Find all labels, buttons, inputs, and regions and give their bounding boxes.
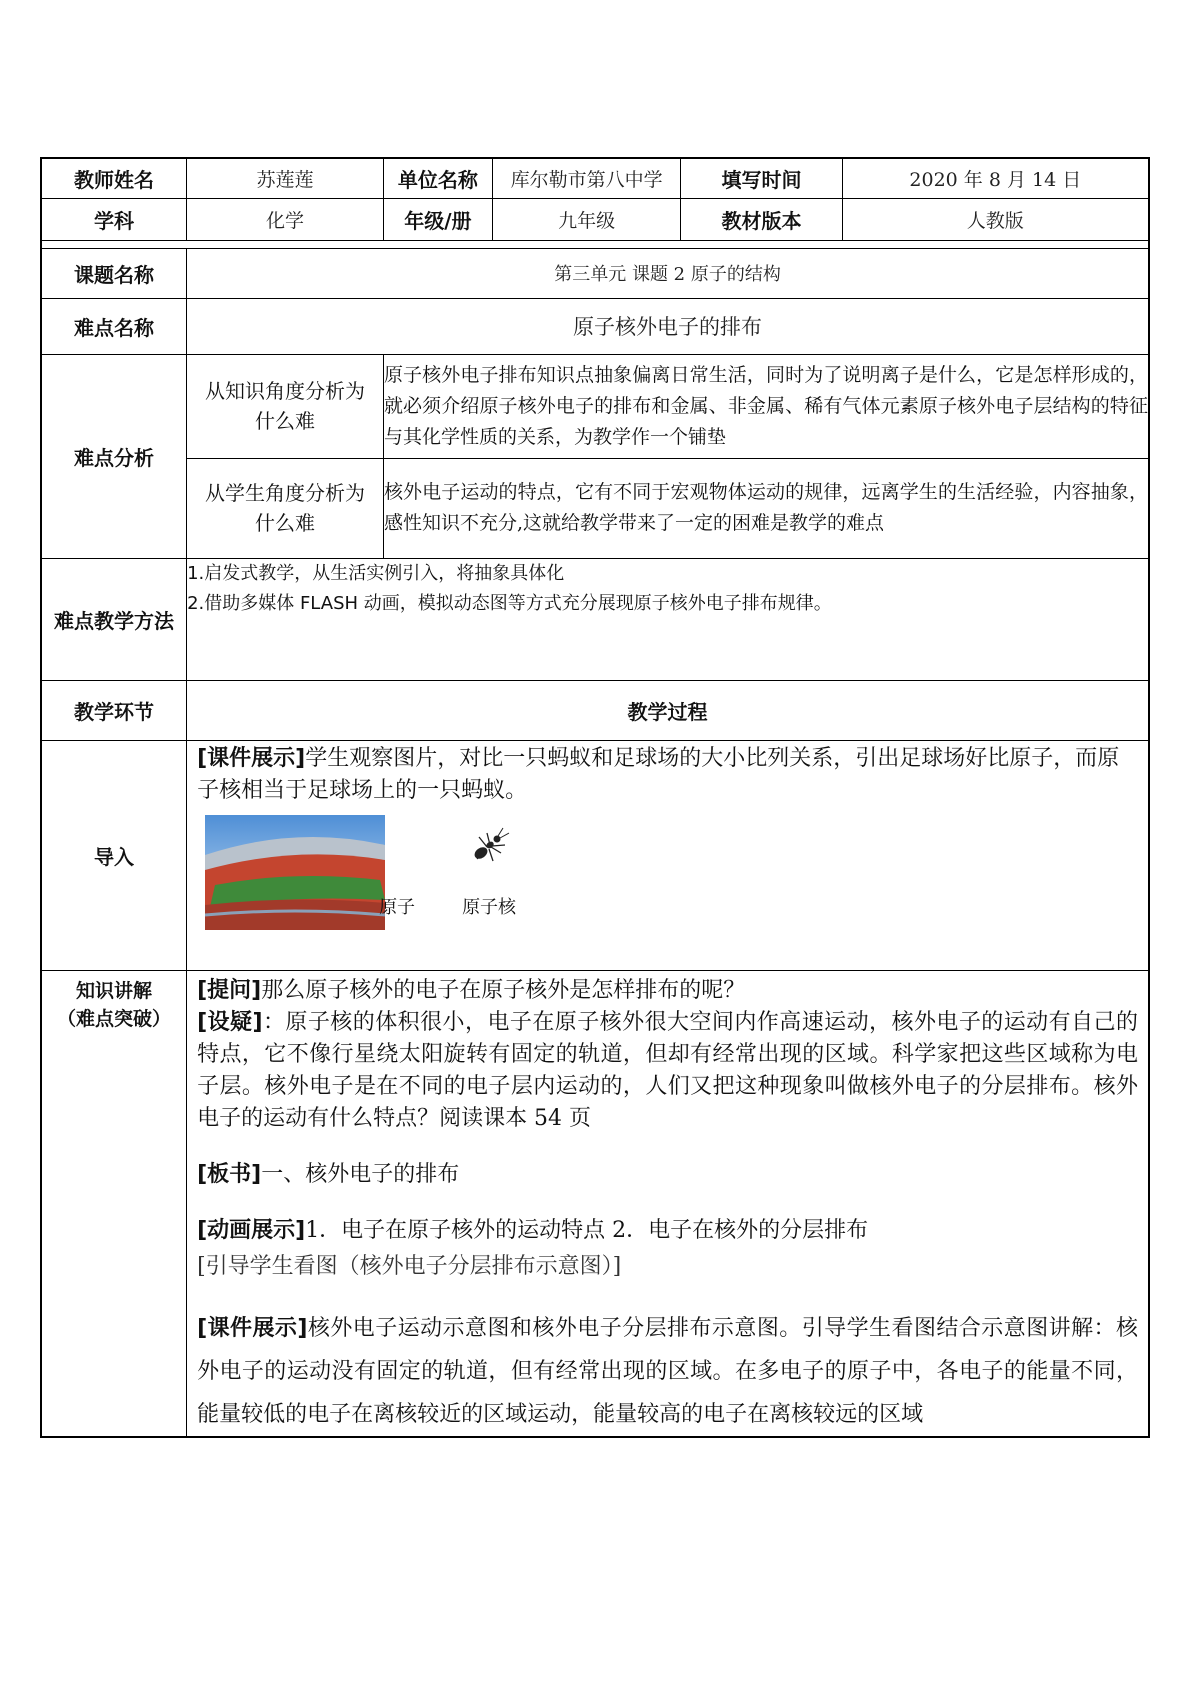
header-row-1: [41, 158, 1149, 198]
knowledge-label-line-1: 知识讲解: [76, 979, 153, 1002]
difficulty-value: 原子核外电子的排布: [187, 298, 1149, 354]
caption-nucleus: 原子核: [462, 896, 517, 918]
method-label: 难点教学方法: [41, 558, 187, 680]
guide-text: [引导学生看图（核外电子分层排布示意图）]: [197, 1253, 622, 1279]
doubt-tag: [设疑]: [197, 1009, 263, 1035]
intro-tag: [课件展示]: [197, 745, 306, 771]
subject-value: 化学: [187, 198, 384, 240]
grade-value: 九年级: [492, 198, 681, 240]
process-label: 教学过程: [187, 680, 1149, 740]
stadium-image: [205, 815, 385, 930]
method-item-2: 2.借助多媒体 FLASH 动画，模拟动态图等方式充分展现原子核外电子排布规律。: [187, 592, 832, 614]
difficulty-label: 难点名称: [41, 298, 187, 354]
animation-tag: [动画展示]: [197, 1217, 306, 1243]
edition-value: 人教版: [842, 198, 1149, 240]
intro-label: 导入: [41, 740, 187, 970]
board-tag: [板书]: [197, 1161, 262, 1187]
method-content: [187, 558, 1149, 680]
board-paragraph: [197, 1159, 1138, 1191]
knowledge-label: [41, 970, 187, 1437]
intro-content: [187, 740, 1149, 970]
method-row: [41, 558, 1149, 680]
knowledge-label-line-2: （难点突破）: [57, 1007, 172, 1030]
edition-label: 教材版本: [681, 198, 842, 240]
analysis-row-1: [41, 354, 1149, 458]
knowledge-angle-label: 从知识角度分析为什么难: [187, 354, 384, 458]
intro-text: 学生观察图片，对比一只蚂蚁和足球场的大小比列关系，引出足球场好比原子，而原子核相当于足球场上的一只蚂蚁。: [197, 745, 1120, 803]
question-tag: [提问]: [197, 977, 262, 1003]
intro-paragraph: [197, 743, 1138, 807]
form-table: [40, 157, 1150, 1438]
teacher-value: 苏莲莲: [187, 158, 384, 198]
topic-row: [41, 248, 1149, 298]
student-angle-label: 从学生角度分析为什么难: [187, 458, 384, 558]
topic-label: 课题名称: [41, 248, 187, 298]
intro-row: [41, 740, 1149, 970]
unit-label: 单位名称: [383, 158, 492, 198]
header-row-2: [41, 198, 1149, 240]
teacher-label: 教师姓名: [41, 158, 187, 198]
courseware-paragraph: [197, 1307, 1138, 1436]
topic-value: 第三单元 课题 2 原子的结构: [187, 248, 1149, 298]
analysis-row-2: [41, 458, 1149, 558]
animation-paragraph: [197, 1215, 1138, 1247]
method-item-1: 1.启发式教学，从生活实例引入，将抽象具体化: [187, 562, 565, 584]
question-paragraph: [197, 975, 1138, 1007]
ant-icon: [467, 823, 511, 867]
doubt-text: ：原子核的体积很小，电子在原子核外很大空间内作高速运动，核外电子的运动有自己的特点，它不像行星绕太阳旋转有固定的轨道，但却有经常出现的区域。科学家把这些区域称为电子层。核外电子是在不同的电子层内运动的，人们又把这种现象叫做核外电子的分层排布。核外电子的运动有什么特点？阅读课本 54 页: [197, 1009, 1138, 1131]
date-value: 2020 年 8 月 14 日: [842, 158, 1149, 198]
student-angle-text: 核外电子运动的特点，它有不同于宏观物体运动的规律，远离学生的生活经验，内容抽象，感性知识不充分,这就给教学带来了一定的困难是教学的难点: [383, 458, 1149, 558]
analysis-label: 难点分析: [41, 354, 187, 558]
intro-pictures: [197, 815, 1138, 935]
lesson-plan-form: [40, 157, 1150, 1438]
knowledge-content: [187, 970, 1149, 1437]
animation-text: 1．电子在原子核外的运动特点 2．电子在核外的分层排布: [305, 1217, 869, 1243]
subject-label: 学科: [41, 198, 187, 240]
grade-label: 年级/册: [383, 198, 492, 240]
date-label: 填写时间: [681, 158, 842, 198]
knowledge-row: [41, 970, 1149, 1437]
difficulty-row: [41, 298, 1149, 354]
board-text: 一、核外电子的排布: [261, 1161, 460, 1187]
process-header-row: [41, 680, 1149, 740]
doubt-paragraph: [197, 1007, 1138, 1135]
stage-label: 教学环节: [41, 680, 187, 740]
courseware-tag: [课件展示]: [197, 1315, 308, 1341]
question-text: 那么原子核外的电子在原子核外是怎样排布的呢？: [261, 977, 746, 1003]
caption-atom: 原子: [379, 896, 416, 918]
knowledge-angle-text: 原子核外电子排布知识点抽象偏离日常生活，同时为了说明离子是什么，它是怎样形成的，就必须介绍原子核外电子的排布和金属、非金属、稀有气体元素原子核外电子层结构的特征与其化学性质的关系，为教学作一个铺垫: [383, 354, 1149, 458]
unit-value: 库尔勒市第八中学: [492, 158, 681, 198]
courseware-text: 核外电子运动示意图和核外电子分层排布示意图。引导学生看图结合示意图讲解：核外电子的运动没有固定的轨道，但有经常出现的区域。在多电子的原子中，各电子的能量不同，能量较低的电子在离核较近的区域运动，能量较高的电子在离核较远的区域: [197, 1315, 1138, 1427]
